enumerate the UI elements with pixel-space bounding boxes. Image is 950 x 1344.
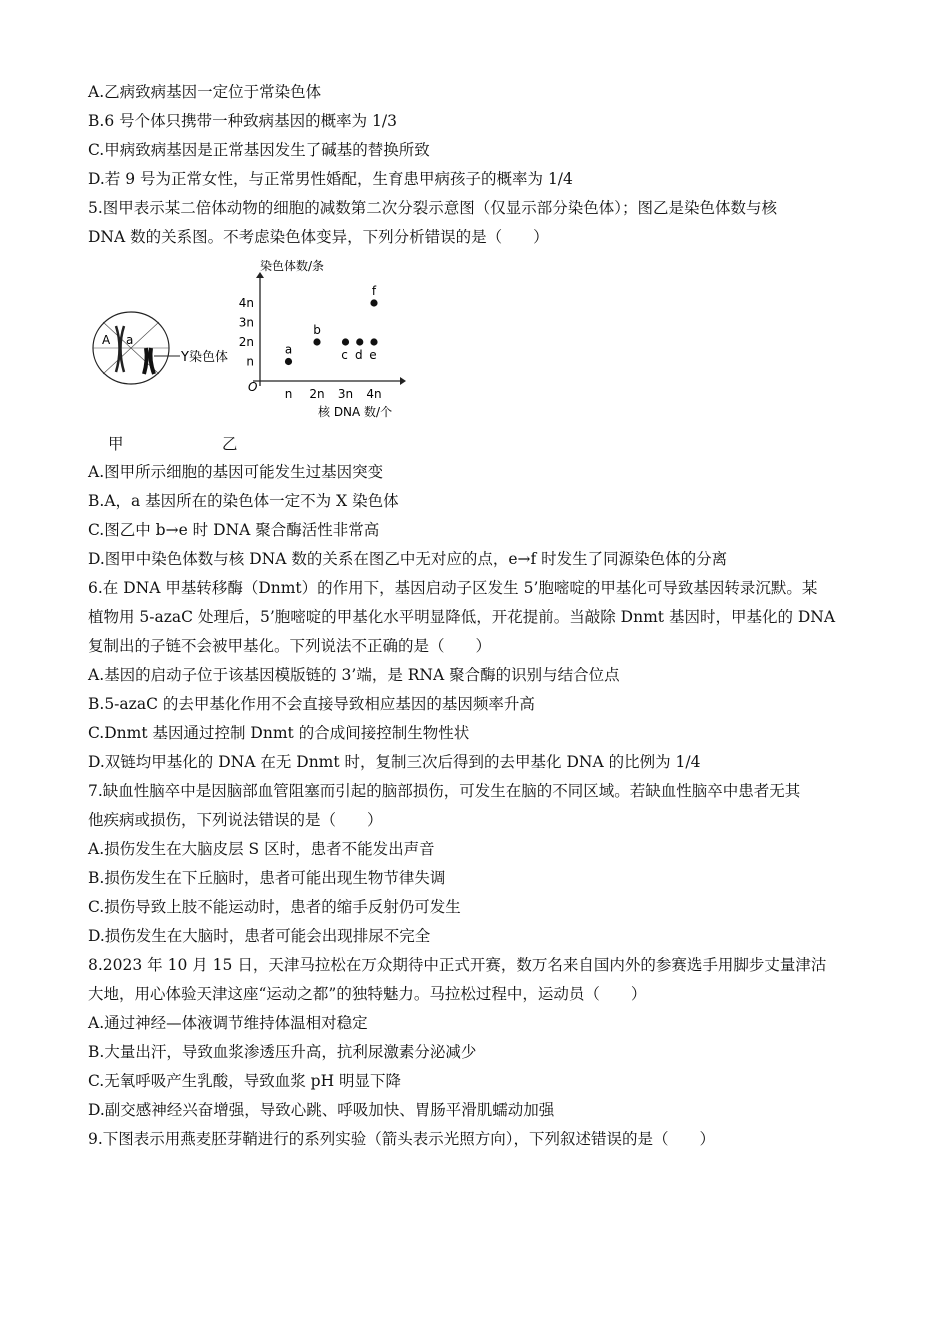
y-chromosome-label: Y染色体 bbox=[181, 350, 228, 365]
y-tick-label: 3n bbox=[238, 315, 254, 330]
lower-line: D.图甲中染色体数与核 DNA 数的关系在图乙中无对应的点，e→f 时发生了同源染色体的分离 bbox=[88, 550, 728, 568]
lower-line: C.无氧呼吸产生乳酸，导致血浆 pH 明显下降 bbox=[88, 1072, 402, 1090]
lower-line: B.A，a 基因所在的染色体一定不为 X 染色体 bbox=[88, 492, 399, 510]
data-point-a bbox=[285, 358, 292, 365]
lower-line: C.图乙中 b→e 时 DNA 聚合酶活性非常高 bbox=[88, 521, 380, 539]
y-axis-label: 染色体数/条 bbox=[260, 259, 325, 273]
lower-line: 植物用 5-azaC 处理后，5’胞嘧啶的甲基化水平明显降低，开花提前。当敲除 Dnmt 基因时，甲基化的 DNA bbox=[88, 608, 836, 626]
allele-A-label: A bbox=[102, 333, 111, 347]
x-tick-label: n bbox=[284, 387, 293, 401]
upper-line: A.乙病致病基因一定位于常染色体 bbox=[88, 83, 322, 101]
y-tick-label: n bbox=[246, 354, 254, 369]
upper-line: D.若 9 号为正常女性，与正常男性婚配，生育患甲病孩子的概率为 1/4 bbox=[88, 170, 573, 188]
x-tick-label: 2n bbox=[309, 387, 325, 401]
caption-left: 甲 bbox=[108, 435, 124, 453]
upper-line: DNA 数的关系图。不考虑染色体变异，下列分析错误的是（ ） bbox=[88, 228, 549, 246]
data-point-label: c bbox=[341, 348, 348, 362]
data-point-label: f bbox=[371, 284, 377, 298]
origin-label: O bbox=[248, 380, 258, 394]
data-point-b bbox=[313, 338, 320, 345]
lower-line: 7.缺血性脑卒中是因脑部血管阻塞而引起的脑部损伤，可发生在脑的不同区域。若缺血性脑卒中患者无其 bbox=[88, 782, 801, 800]
lower-line: 9.下图表示用燕麦胚芽鞘进行的系列实验（箭头表示光照方向），下列叙述错误的是（ ） bbox=[88, 1130, 716, 1148]
lower-line: 复制出的子链不会被甲基化。下列说法不正确的是（ ） bbox=[88, 637, 492, 655]
lower-line: C.损伤导致上肢不能运动时，患者的缩手反射仍可发生 bbox=[88, 898, 461, 916]
figure-svg bbox=[88, 250, 448, 450]
x-tick-label: 3n bbox=[337, 387, 354, 401]
chromosome-dna-chart bbox=[239, 258, 406, 419]
lower-line: B.损伤发生在下丘脑时，患者可能出现生物节律失调 bbox=[88, 869, 446, 887]
lower-line: D.副交感神经兴奋增强，导致心跳、呼吸加快、胃肠平滑肌蠕动加强 bbox=[88, 1101, 555, 1119]
lower-line: 8.2023 年 10 月 15 日，天津马拉松在万众期待中正式开赛，数万名来自国内外的参赛选手用脚步丈量津沽 bbox=[88, 956, 827, 974]
lower-line: 大地，用心体验天津这座“运动之都”的独特魅力。马拉松过程中，运动员（ ） bbox=[88, 985, 647, 1003]
x-axis-label: 核 DNA 数/个 bbox=[318, 405, 393, 419]
data-point-label: a bbox=[284, 342, 293, 357]
data-point-f bbox=[370, 299, 377, 306]
lower-line: A.图甲所示细胞的基因可能发生过基因突变 bbox=[88, 463, 384, 481]
data-point-label: e bbox=[369, 348, 377, 362]
lower-line: C.Dnmt 基因通过控制 Dnmt 的合成间接控制生物性状 bbox=[88, 724, 470, 742]
data-point-c bbox=[342, 338, 349, 345]
y-tick-label: 4n bbox=[238, 296, 254, 310]
lower-line: A.损伤发生在大脑皮层 S 区时，患者不能发出声音 bbox=[88, 840, 435, 858]
lower-line: B.5-azaC 的去甲基化作用不会直接导致相应基因的基因频率升高 bbox=[88, 695, 535, 713]
allele-a-label: a bbox=[126, 333, 134, 347]
data-point-e bbox=[370, 338, 377, 345]
lower-line: A.通过神经—体液调节维持体温相对稳定 bbox=[88, 1014, 368, 1032]
lower-line: A.基因的启动子位于该基因模版链的 3’端，是 RNA 聚合酶的识别与结合位点 bbox=[88, 666, 620, 684]
data-point-d bbox=[356, 338, 363, 345]
lower-line: D.双链均甲基化的 DNA 在无 Dnmt 时，复制三次后得到的去甲基化 DNA 的比例为 1/4 bbox=[88, 753, 701, 771]
upper-line: B.6 号个体只携带一种致病基因的概率为 1/3 bbox=[88, 112, 397, 130]
lower-line: B.大量出汗，导致血浆渗透压升高，抗利尿激素分泌减少 bbox=[88, 1043, 477, 1061]
lower-line: 他疾病或损伤，下列说法错误的是（ ） bbox=[88, 811, 383, 829]
upper-line: 5.图甲表示某二倍体动物的细胞的减数第二次分裂示意图（仅显示部分染色体）；图乙是染色体数与核 bbox=[88, 199, 778, 217]
data-point-label: d bbox=[354, 348, 363, 362]
x-tick-label: 4n bbox=[366, 387, 382, 401]
caption-right: 乙 bbox=[222, 435, 238, 453]
figure-cell-and-chart bbox=[88, 250, 448, 450]
data-point-label: b bbox=[313, 323, 321, 337]
y-tick-label: 2n bbox=[238, 335, 254, 349]
upper-line: C.甲病致病基因是正常基因发生了碱基的替换所致 bbox=[88, 141, 430, 159]
lower-line: 6.在 DNA 甲基转移酶（Dnmt）的作用下，基因启动子区发生 5’胞嘧啶的甲基化可导致基因转录沉默。某 bbox=[88, 579, 818, 597]
cell-diagram bbox=[93, 312, 228, 384]
lower-line: D.损伤发生在大脑时，患者可能会出现排尿不完全 bbox=[88, 927, 431, 945]
